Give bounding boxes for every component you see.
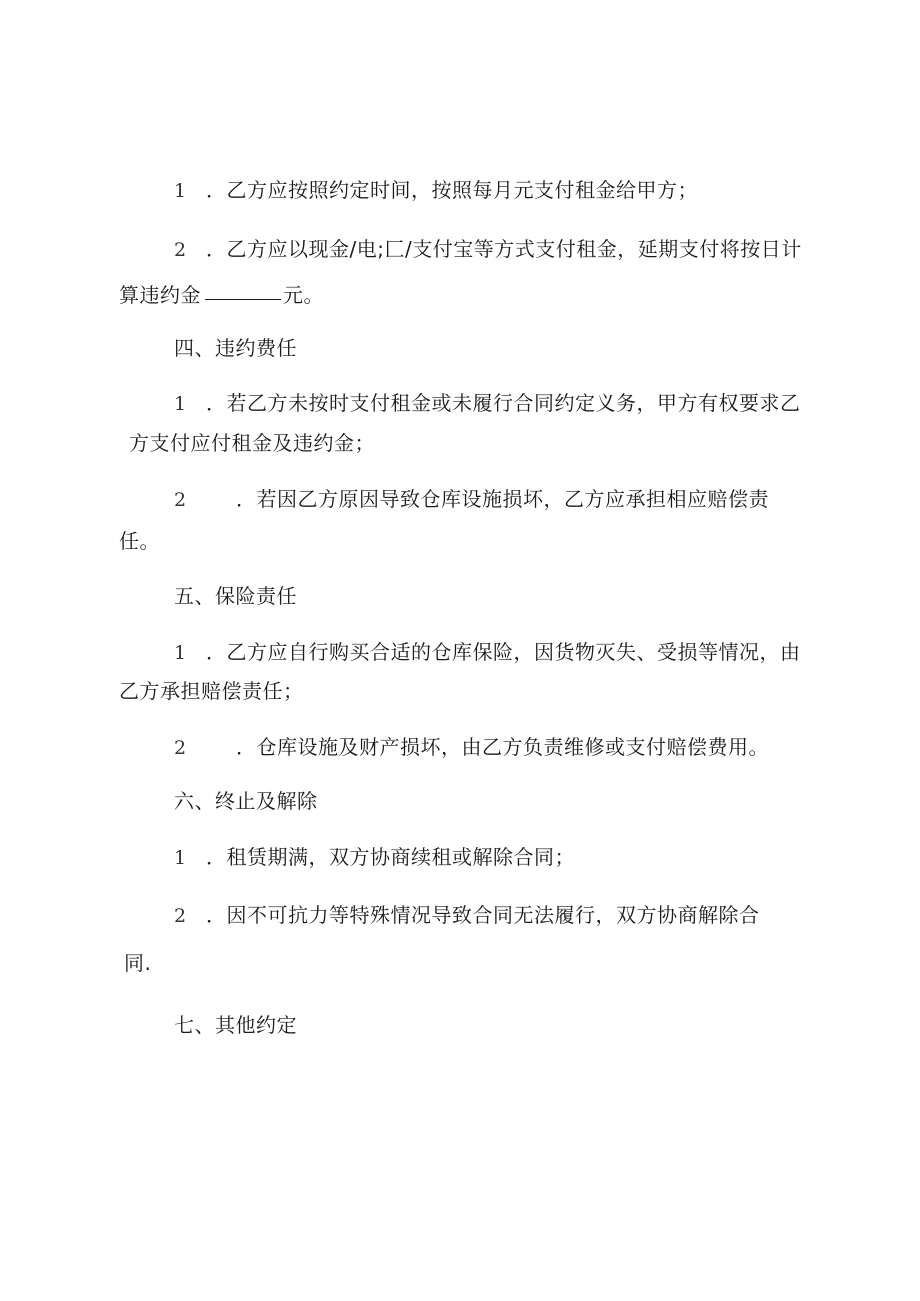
clause-text: 算违约金 [119, 283, 201, 307]
clause-text: ．租赁期满，双方协商续租或解除合同； [206, 845, 575, 869]
clause-number: 2 [174, 239, 187, 261]
clause-4-1-line-2: 方支付应付租金及违约金； [129, 431, 375, 455]
clause-number: 1 [174, 393, 187, 415]
clause-text: ．若因乙方原因导致仓库设施损坏，乙方应承担相应赔偿责 [236, 487, 769, 511]
clause-4-1-line-1 [174, 389, 801, 418]
clause-text: ．仓库设施及财产损坏，由乙方负责维修或支付赔偿费用。 [236, 735, 769, 759]
clause-text: ．若乙方未按时支付租金或未履行合同约定义务，甲方有权要求乙 [206, 391, 801, 415]
clause-3-1 [174, 176, 698, 205]
clause-text: 元。 [283, 283, 324, 307]
clause-6-1 [174, 843, 575, 872]
clause-number: 1 [174, 847, 187, 869]
clause-5-1-line-1 [174, 638, 801, 667]
fill-in-blank [205, 279, 281, 300]
clause-6-2-line-2: 同. [124, 951, 152, 975]
clause-text: ．乙方应按照约定时间，按照每月元支付租金给甲方； [206, 178, 698, 202]
clause-5-1-line-2: 乙方承担赔偿责任； [119, 679, 304, 703]
clause-3-2-line-1 [174, 235, 802, 264]
clause-number: 2 [174, 737, 187, 759]
clause-4-2-line-1 [174, 485, 769, 514]
clause-text: ．因不可抗力等特殊情况导致合同无法履行，双方协商解除合 [206, 903, 760, 927]
section-heading-4: 四、违约费任 [174, 336, 297, 360]
clause-4-2-line-2: 任。 [119, 529, 160, 553]
clause-5-2 [174, 733, 769, 762]
clause-3-2-line-2 [119, 279, 324, 309]
clause-number: 2 [174, 905, 187, 927]
section-heading-5: 五、保险责任 [174, 584, 297, 608]
clause-text: ．乙方应以现金/电;匚/支付宝等方式支付租金，延期支付将按日计 [206, 237, 802, 261]
section-heading-6: 六、终止及解除 [174, 789, 318, 813]
section-heading-7: 七、其他约定 [174, 1013, 297, 1037]
clause-6-2-line-1 [174, 901, 760, 930]
clause-number: 1 [174, 642, 187, 664]
clause-number: 2 [174, 489, 187, 511]
clause-text: ．乙方应自行购买合适的仓库保险，因货物灭失、受损等情况，由 [206, 640, 801, 664]
clause-number: 1 [174, 180, 187, 202]
